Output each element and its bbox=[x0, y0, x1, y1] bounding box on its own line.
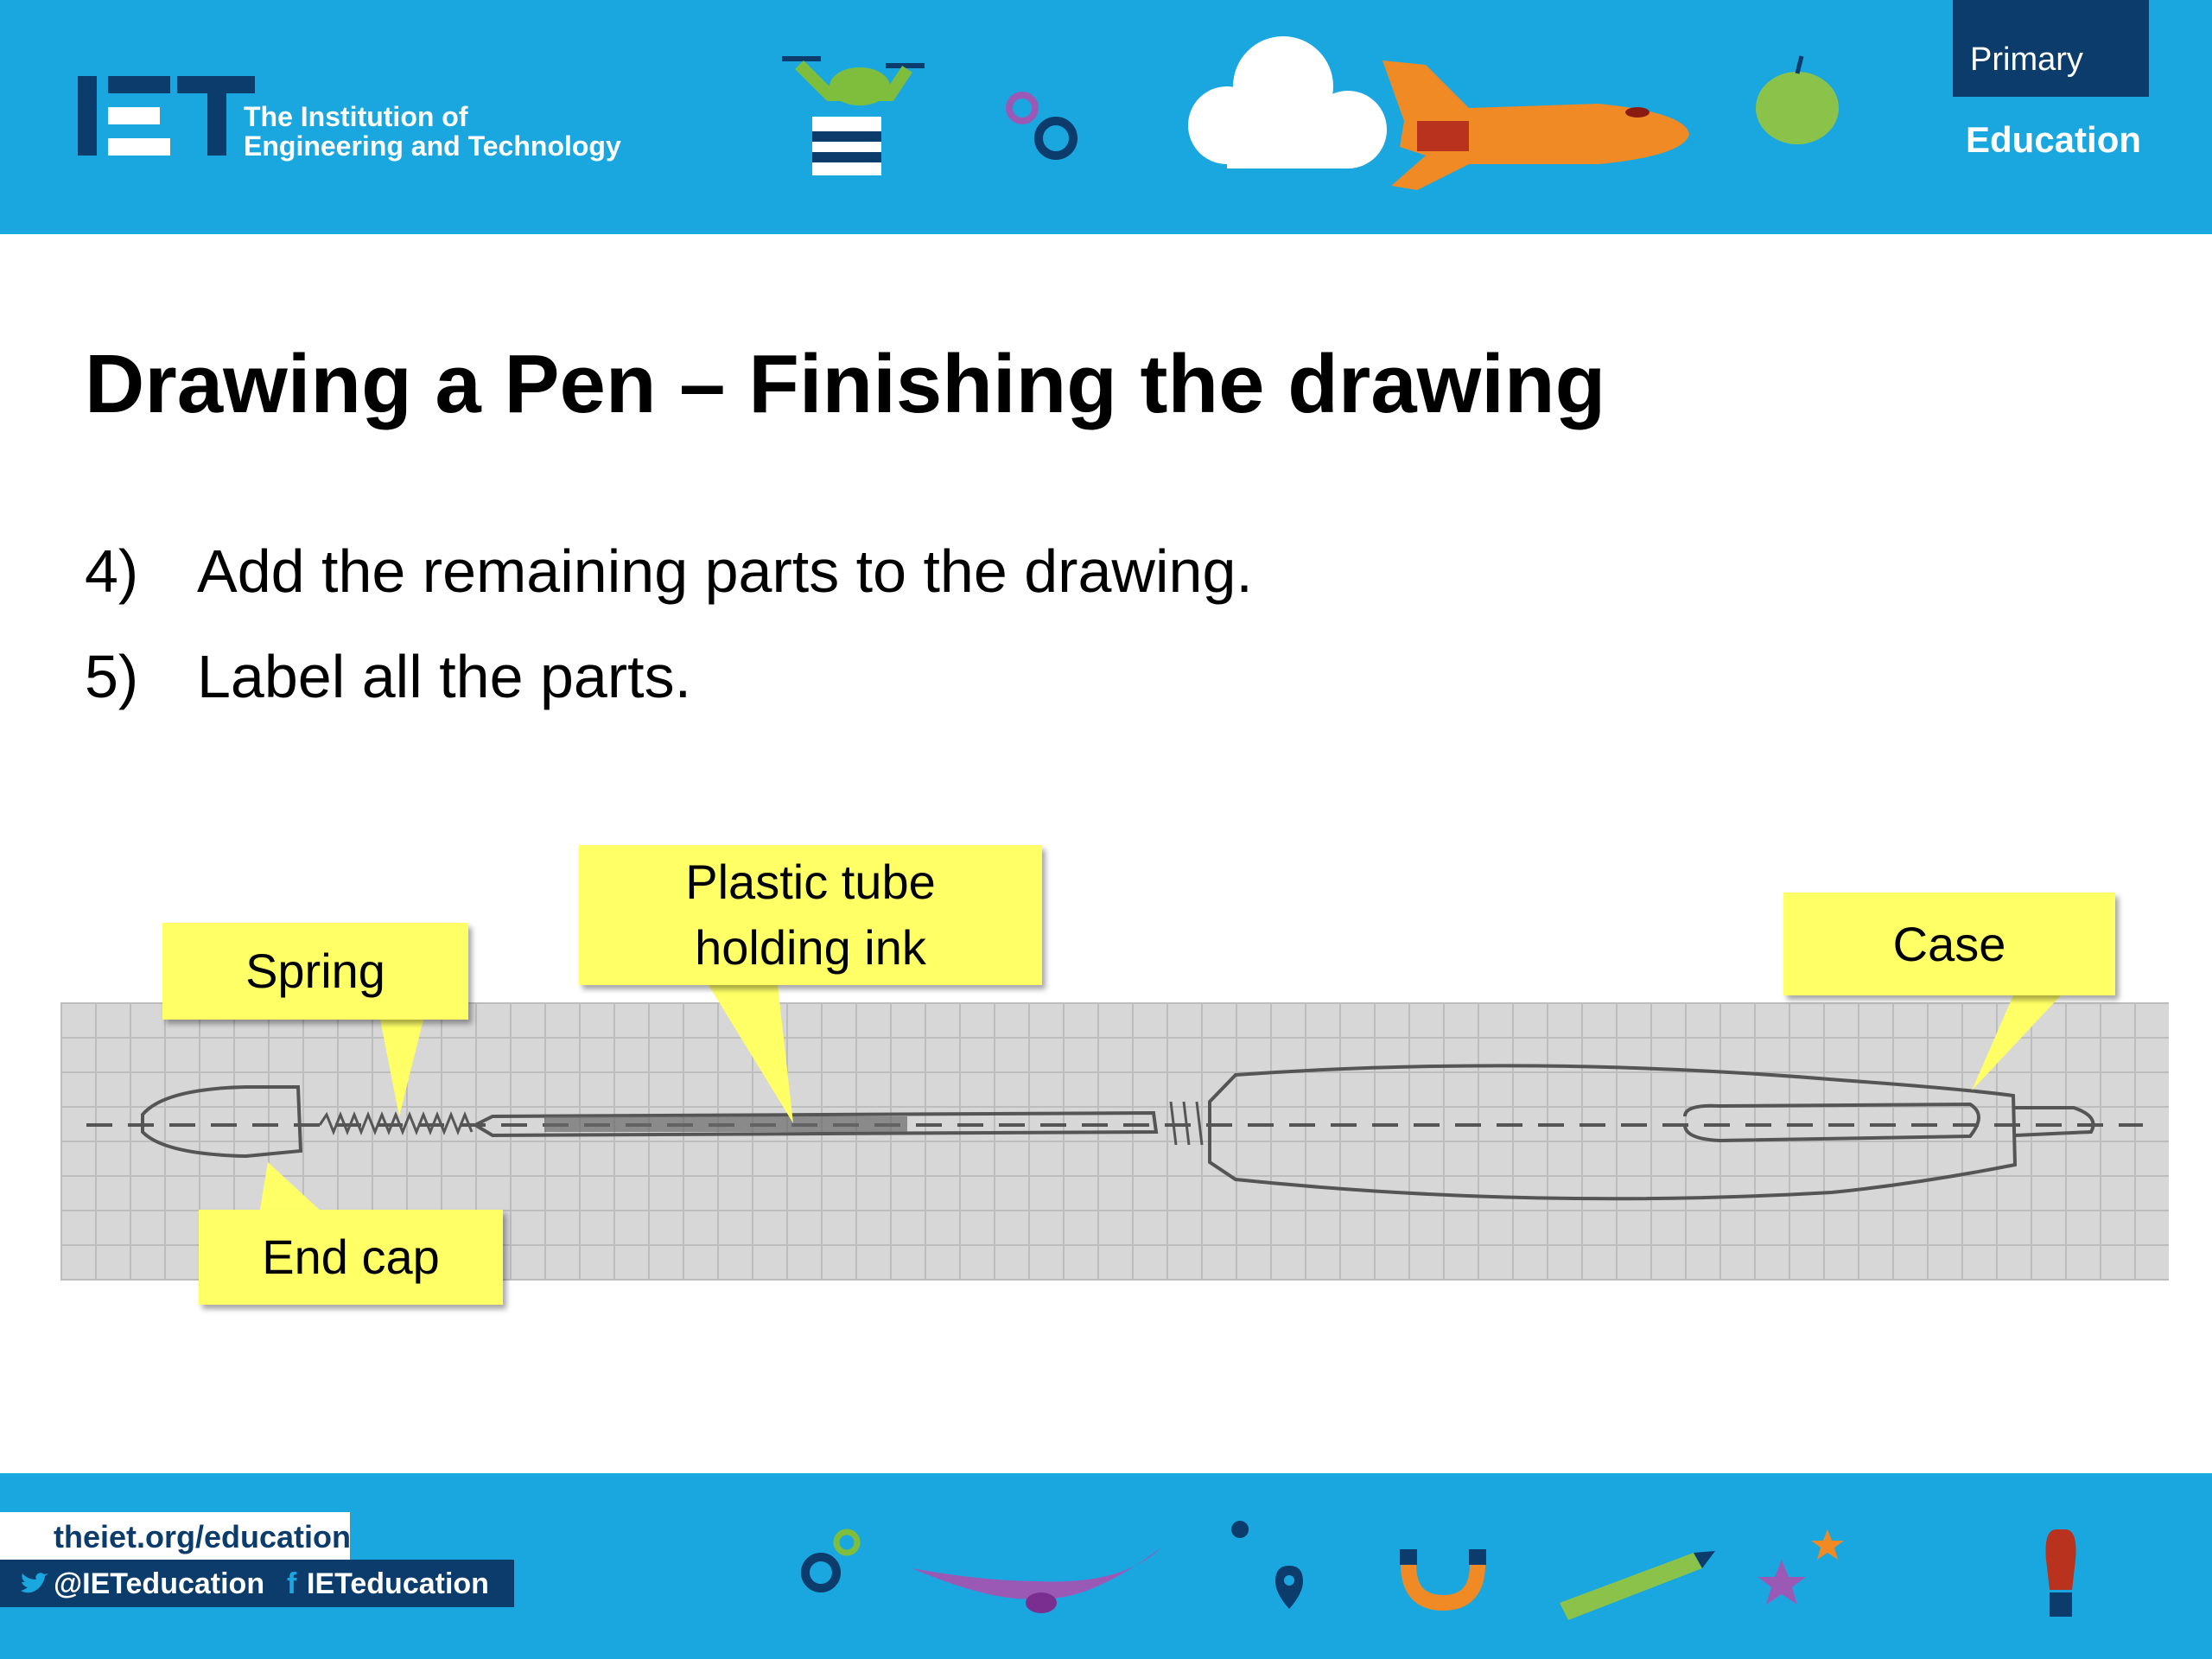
label-end-cap: End cap bbox=[199, 1210, 503, 1305]
facebook-handle[interactable]: IETeducation bbox=[307, 1567, 489, 1600]
label-spring: Spring bbox=[162, 923, 468, 1020]
gears-icon bbox=[805, 1532, 857, 1588]
stars-icon bbox=[1758, 1529, 1844, 1605]
badge-education: Education bbox=[1966, 119, 2142, 160]
lightbulb-icon bbox=[2046, 1529, 2076, 1617]
step-text: Label all the parts. bbox=[197, 643, 692, 710]
facebook-icon: f bbox=[287, 1567, 297, 1600]
map-pin-icon bbox=[1231, 1521, 1303, 1609]
slide-title: Drawing a Pen – Finishing the drawing bbox=[85, 338, 1606, 430]
social-links bbox=[0, 1560, 514, 1607]
pencil-icon bbox=[1560, 1551, 1715, 1620]
glider-icon bbox=[912, 1547, 1162, 1613]
step-number: 5) bbox=[85, 643, 139, 710]
label-ink-tube: Plastic tube holding ink bbox=[579, 845, 1042, 985]
twitter-icon bbox=[19, 1572, 48, 1596]
magnet-icon bbox=[1400, 1549, 1486, 1603]
step-number: 4) bbox=[85, 537, 139, 605]
website-link[interactable]: theiet.org/education bbox=[0, 1512, 350, 1560]
badge-primary: Primary bbox=[1953, 0, 2149, 97]
step-text: Add the remaining parts to the drawing. bbox=[197, 537, 1253, 605]
org-name: The Institution of Engineering and Technology bbox=[244, 101, 621, 162]
label-case: Case bbox=[1783, 893, 2115, 995]
twitter-handle[interactable]: @IETeducation bbox=[54, 1567, 265, 1600]
